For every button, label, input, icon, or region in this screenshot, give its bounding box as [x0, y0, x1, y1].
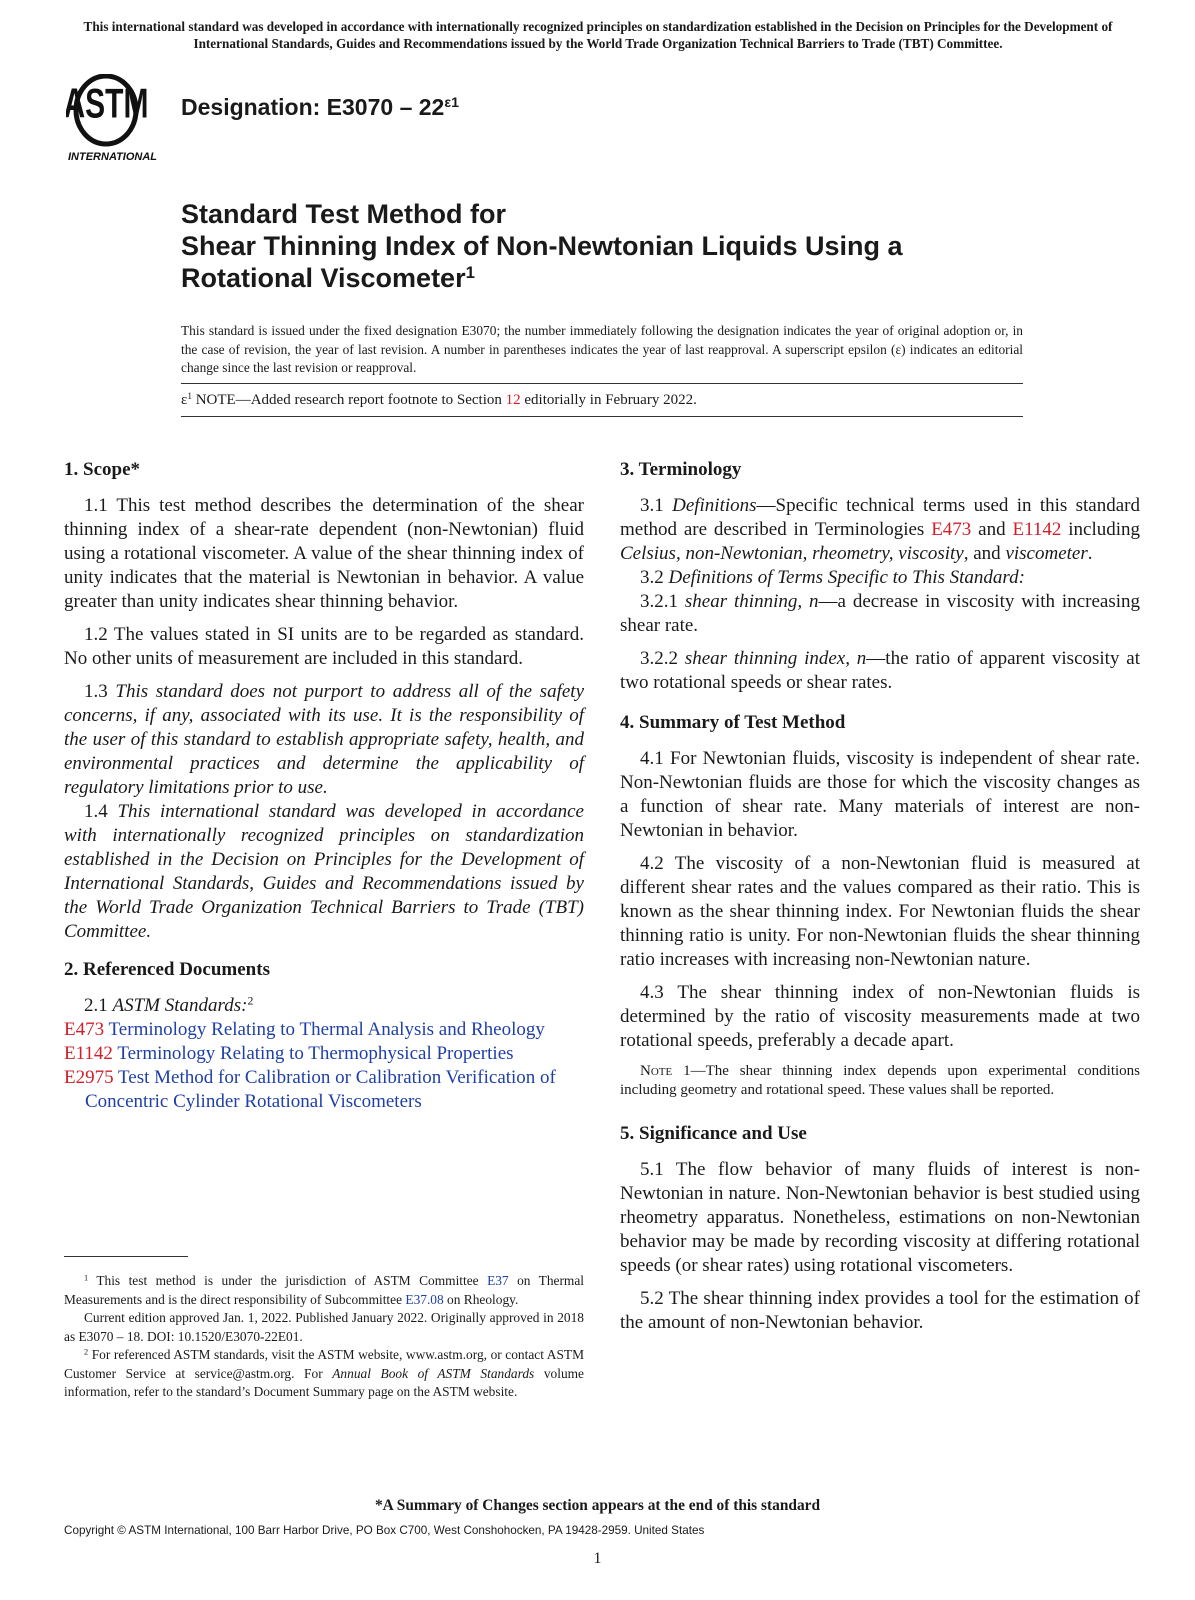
- title-line-1: Standard Test Method for: [181, 199, 507, 229]
- para-3-2-1: 3.2.1 shear thinning, n—a decrease in viscosity with increasing shear rate.: [620, 591, 1141, 636]
- para-1-2: 1.2 The values stated in SI units are to be regarded as standard. No other units of measurement are included in this standard.: [64, 624, 584, 669]
- epsilon-note: $\varepsilon^1$ NOTE—Added research report footnote to Section 12 editorially in February 2022.: [181, 391, 697, 408]
- copyright: Copyright © ASTM International, 100 Barr Harbor Drive, PO Box C700, West Conshohocken, PA 19428-2959. United States: [64, 1524, 705, 1537]
- footnote-edition: Current edition approved Jan. 1, 2022. Published January 2022. Originally approved in 2018 as E3070 – 18. DOI: 10.1520/E3070-22E01.: [64, 1310, 584, 1344]
- para-4-2: 4.2 The viscosity of a non-Newtonian fluid is measured at different shear rates and the values compared as their ratio. This is known as the shear thinning index. For Newtonian fluids the shear thinning ratio is unity. For non-Newtonian fluids the shear thinning ratio increases with increasing non-Newtonian nature.: [620, 853, 1140, 970]
- section-4-heading: 4. Summary of Test Method: [620, 712, 846, 733]
- title-line-2: [181, 230, 1001, 294]
- section-2-heading: 2. Referenced Documents: [64, 959, 270, 980]
- title-footnote-mark: 1: [465, 262, 475, 282]
- para-1-3: 1.3 This standard does not purport to address all of the safety concerns, if any, associated with its use. It is the responsibility of the user of this standard to establish appropriate safety, health, and environmental practices and determine the applicability of regulatory limitations prior to use.: [64, 681, 584, 798]
- left-column: [64, 458, 584, 1114]
- ref-e473[interactable]: E473 Terminology Relating to Thermal Analysis and Rheology: [64, 1019, 545, 1040]
- para-4-1: 4.1 For Newtonian fluids, viscosity is independent of shear rate. Non-Newtonian fluids are those for which the viscosity changes as a function of shear rate. Many materials of interest are non-Newtonian in behavior.: [620, 748, 1140, 841]
- designation: [181, 94, 459, 121]
- designation-superscript: ε1: [444, 95, 460, 112]
- note-1: Note 1—The shear thinning index depends upon experimental conditions including geometry and rotational speed. These values shall be reported.: [620, 1063, 1140, 1098]
- rule-top: [181, 383, 1023, 384]
- ref-e1142[interactable]: E1142 Terminology Relating to Thermophysical Properties: [64, 1043, 514, 1064]
- footnotes: [64, 1272, 584, 1402]
- link-e473[interactable]: E473: [931, 519, 972, 540]
- para-3-2-2: 3.2.2 shear thinning index, n—the ratio of apparent viscosity at two rotational speeds or shear rates.: [620, 648, 1140, 693]
- astm-logo-icon: [66, 74, 170, 166]
- ref-e2975[interactable]: E2975 Test Method for Calibration or Calibration Verification of Concentric Cylinder Rotational Viscometers: [64, 1067, 556, 1112]
- link-e1142[interactable]: E1142: [1012, 519, 1062, 540]
- link-e37-08[interactable]: E37.08: [405, 1291, 444, 1307]
- document-title: [181, 198, 1001, 294]
- title-main: Shear Thinning Index of Non-Newtonian Liquids Using a Rotational Viscometer: [181, 231, 903, 293]
- para-2-1: 2.1 ASTM Standards:$^2$: [84, 994, 254, 1016]
- footnote-2: $^2$ For referenced ASTM standards, visit the ASTM website, www.astm.org, or contact ASTM Customer Service at service@astm.org. For Annual Book of ASTM Standards volume information, refer to the standard’s Document Summary page on the ASTM website.: [64, 1347, 584, 1399]
- top-notice: This international standard was developed in accordance with internationally recognized principles on standardization established in the Decision on Principles for the Development of International Standards, Guides and Recommendations issued by the World Trade Organization Technical Barriers to Trade (TBT) Committee.: [83, 19, 1113, 51]
- page-number: 1: [593, 1550, 602, 1567]
- section-12-link[interactable]: 12: [505, 392, 521, 408]
- footnote-1: $^1$ This test method is under the jurisdiction of ASTM Committee E37 on Thermal Measurements and is the direct responsibility of Subcommittee E37.08 on Rheology.: [64, 1273, 584, 1307]
- footnote-rule: [64, 1256, 188, 1257]
- designation-label: Designation: E3070 – 22: [181, 94, 445, 120]
- svg-text:ASTM: ASTM: [66, 79, 149, 127]
- right-column: [620, 458, 1140, 1344]
- section-5-heading: 5. Significance and Use: [620, 1123, 807, 1144]
- para-1-4: 1.4 This international standard was developed in accordance with internationally recognized principles on standardization established in the Decision on Principles for the Development of International Standards, Guides and Recommendations issued by the World Trade Organization Technical Barriers to Trade (TBT) Committee.: [64, 801, 584, 942]
- para-1-1: 1.1 This test method describes the determination of the shear thinning index of a shear-rate dependent (non-Newtonian) fluid using a rotational viscometer. A value of the shear thinning index of unity indicates that the material is Newtonian in behavior. A value greater than unity indicates shear thinning behavior.: [64, 495, 584, 612]
- para-3-2: 3.2 Definitions of Terms Specific to This Standard:: [640, 567, 1025, 588]
- summary-of-changes-notice: *A Summary of Changes section appears at the end of this standard: [374, 1497, 821, 1514]
- para-5-1: 5.1 The flow behavior of many fluids of interest is non-Newtonian in nature. Non-Newtonian behavior is best studied using rheometry apparatus. Nonetheless, estimations on non-Newtonian behavior may be made by recording viscosity at differing rotational speeds (or shear rates) using rotational viscometers.: [620, 1159, 1140, 1276]
- para-3-1: 3.1 Definitions—Specific technical terms used in this standard method are described in Terminologies E473 and E1142 including Celsius, non-Newtonian, rheometry, viscosity, and viscometer.: [620, 495, 1141, 564]
- logo-subtext: INTERNATIONAL: [68, 151, 158, 163]
- para-5-2: 5.2 The shear thinning index provides a tool for the estimation of the amount of non-Newtonian behavior.: [620, 1288, 1140, 1333]
- rule-bottom: [181, 416, 1023, 417]
- para-4-3: 4.3 The shear thinning index of non-Newtonian fluids is determined by the ratio of viscosity measurements made at two rotational speeds, preferably a decade apart.: [620, 982, 1140, 1051]
- astm-logo: [66, 74, 170, 166]
- section-1-heading: 1. Scope*: [64, 459, 140, 480]
- link-e37[interactable]: E37: [487, 1273, 509, 1288]
- section-3-heading: 3. Terminology: [620, 459, 742, 480]
- issuance-statement: This standard is issued under the fixed designation E3070; the number immediately following the designation indicates the year of original adoption or, in the case of revision, the year of last revision. A number in parentheses indicates the year of last reapproval. A superscript epsilon (ε) indicates an editorial change since the last revision or reapproval.: [181, 323, 1023, 375]
